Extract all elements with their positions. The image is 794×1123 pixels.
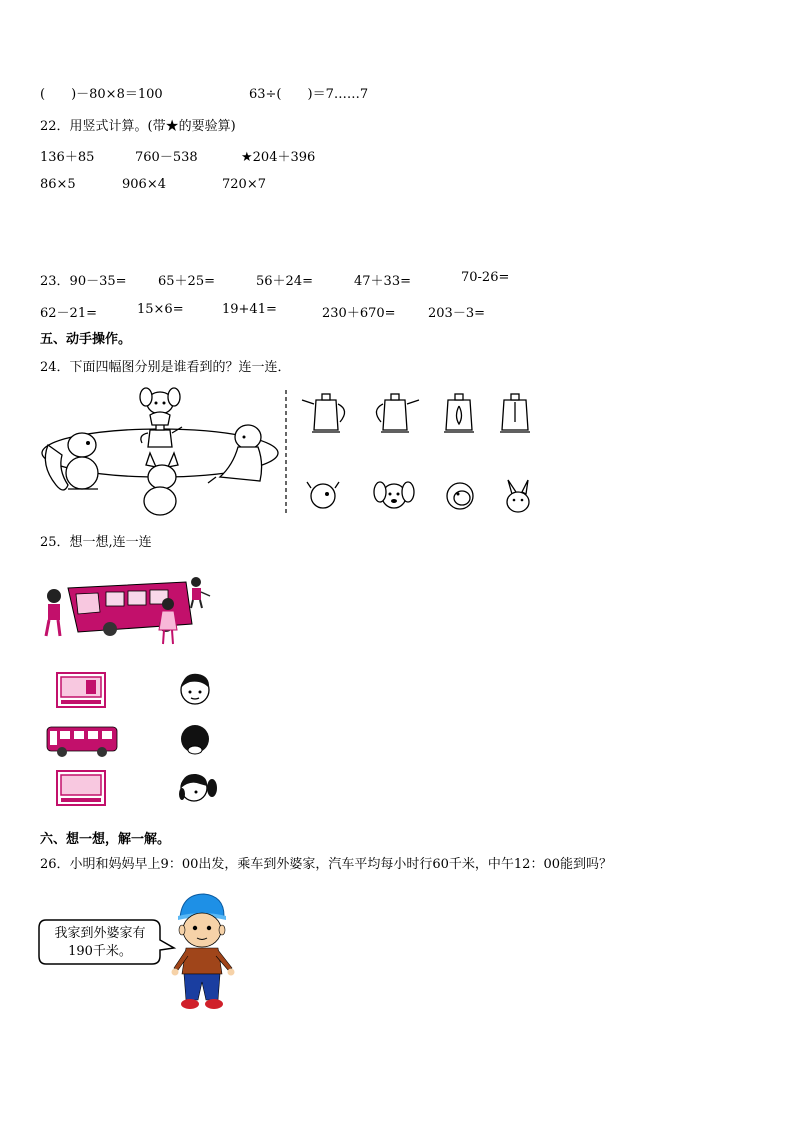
- q24-scene-image: [38, 385, 268, 520]
- child-icon: [191, 577, 210, 608]
- section-heading-5: 五、动手操作。: [40, 332, 132, 347]
- teapot-view-side-left: [300, 392, 352, 437]
- teapot-view-spout: [496, 392, 534, 437]
- q23-item: 15×6=: [137, 302, 184, 317]
- q22-item: 136＋85: [40, 150, 95, 165]
- divider-line: [284, 390, 288, 515]
- q22-item: 906×4: [122, 177, 166, 192]
- bubble-line-2: 190千米。: [68, 944, 132, 959]
- q26-title: 26．小明和妈妈早上9：00出发，乘车到外婆家，汽车平均每小时行60千米，中午12：00能到吗？: [40, 857, 612, 872]
- q24-title: 24．下面四幅图分别是谁看到的？连一连．: [40, 360, 291, 375]
- q23-item: 70-26=: [461, 270, 510, 285]
- q22-item: 720×7: [222, 177, 266, 192]
- bubble-line-1: 我家到外婆家有: [54, 926, 146, 941]
- equation-fill-1: ( )－80×8＝100: [40, 87, 163, 102]
- q23-item: 23．90－35=: [40, 274, 127, 289]
- q22-item: 760－538: [135, 150, 198, 165]
- boy-head-front-icon: [176, 670, 214, 706]
- monkey-icon: [442, 478, 478, 514]
- dog-icon: [372, 478, 416, 514]
- girl-head-icon: [178, 770, 218, 806]
- boy-head-back-icon: [178, 722, 212, 756]
- q23-item: 65＋25=: [158, 274, 215, 289]
- child-icon: [46, 589, 61, 636]
- q23-item: 47＋33=: [354, 274, 411, 289]
- q25-title: 25．想一想,连一连: [40, 535, 152, 550]
- q23-item: 203－3=: [428, 306, 485, 321]
- equation-fill-2: 63÷( )＝7……7: [249, 87, 369, 102]
- bus-view-back: [56, 672, 106, 708]
- q22-item: ★204＋396: [241, 150, 316, 165]
- boy-character-image: [166, 892, 242, 1014]
- dog-icon: [140, 388, 180, 425]
- squirrel-icon: [305, 478, 341, 514]
- bus-scene-image: [38, 574, 214, 650]
- bus-view-side: [46, 726, 118, 758]
- q22-item: 86×5: [40, 177, 76, 192]
- squirrel-icon: [45, 433, 98, 490]
- q23-item: 230＋670=: [322, 306, 396, 321]
- teapot-view-side-right: [369, 392, 421, 437]
- rabbit-icon: [500, 476, 536, 516]
- q23-item: 56＋24=: [256, 274, 313, 289]
- section-heading-6: 六、想一想，解一解。: [40, 832, 171, 847]
- q23-item: 62－21=: [40, 306, 97, 321]
- q23-item: 19+41=: [222, 302, 277, 317]
- bus-view-front: [56, 770, 106, 806]
- q22-title: 22．用竖式计算。(带★的要验算): [40, 119, 236, 134]
- teapot-view-handle: [440, 392, 478, 437]
